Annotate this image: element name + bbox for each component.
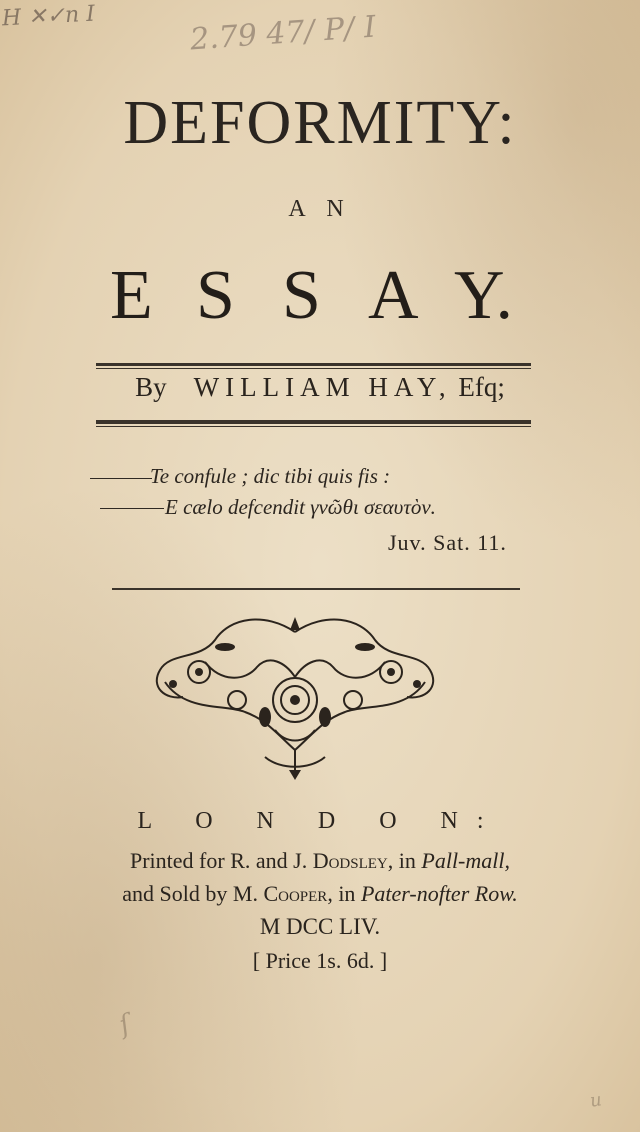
epigraph-dash-2 [100, 508, 164, 509]
sold-by-mid: , in [327, 881, 356, 906]
author-line [0, 372, 640, 403]
manuscript-annotations [0, 1, 640, 78]
author-name: WILLIAM HAY, [193, 372, 452, 402]
essay-letter-a: A [368, 257, 419, 334]
sold-by-place: Pater-nofter Row. [360, 881, 518, 906]
printed-for-name: Dodsley [312, 848, 388, 873]
sold-by-prefix: and Sold by M. [122, 881, 258, 906]
epigraph-dash-1 [90, 478, 152, 479]
lower-rule-fine [96, 426, 531, 427]
shelf-mark: 2.79 47/ P/ I [189, 9, 377, 58]
top-left-manuscript-note: H ✕✓n I [1, 1, 96, 32]
epigraph-line-1: Te confule ; dic tibi quis fis : [150, 464, 391, 488]
lower-rule [96, 420, 531, 424]
upper-rule-fine [96, 368, 531, 369]
printed-for-mid: , in [387, 848, 416, 873]
manuscript-scribble: ſ [115, 1009, 135, 1041]
imprint-sold-by [0, 881, 640, 907]
epigraph-source: Juv. Sat. 11. [388, 530, 507, 555]
imprint-price: [ Price 1s. 6d. ] [252, 948, 388, 973]
imprint-printed-for [0, 848, 640, 874]
manuscript-corner-mark: u [588, 1089, 603, 1112]
printed-for-prefix: Printed for R. and J. [130, 848, 308, 873]
main-title: DEFORMITY: [123, 89, 517, 157]
author-suffix: Efq; [458, 372, 505, 402]
essay-letter-s1: S [196, 257, 235, 334]
subtitle-essay [110, 256, 540, 336]
essay-letter-y: Y. [454, 257, 514, 334]
upper-rule [96, 363, 531, 366]
epigraph-rule [112, 588, 520, 590]
sold-by-name: Cooper [263, 881, 328, 906]
printer-ornament-icon [145, 612, 445, 782]
imprint-year: M DCC LIV. [259, 914, 381, 939]
epigraph-line-2: E cælo defcendit γνῶθι σεαυτὸν. [165, 495, 436, 519]
printed-for-place: Pall-mall, [421, 848, 510, 873]
title-article: A N [288, 196, 352, 222]
imprint-place: L O N D O N: [137, 808, 503, 834]
essay-letter-e: E [110, 257, 153, 334]
essay-letter-s2: S [282, 257, 321, 334]
author-by: By [135, 372, 167, 402]
